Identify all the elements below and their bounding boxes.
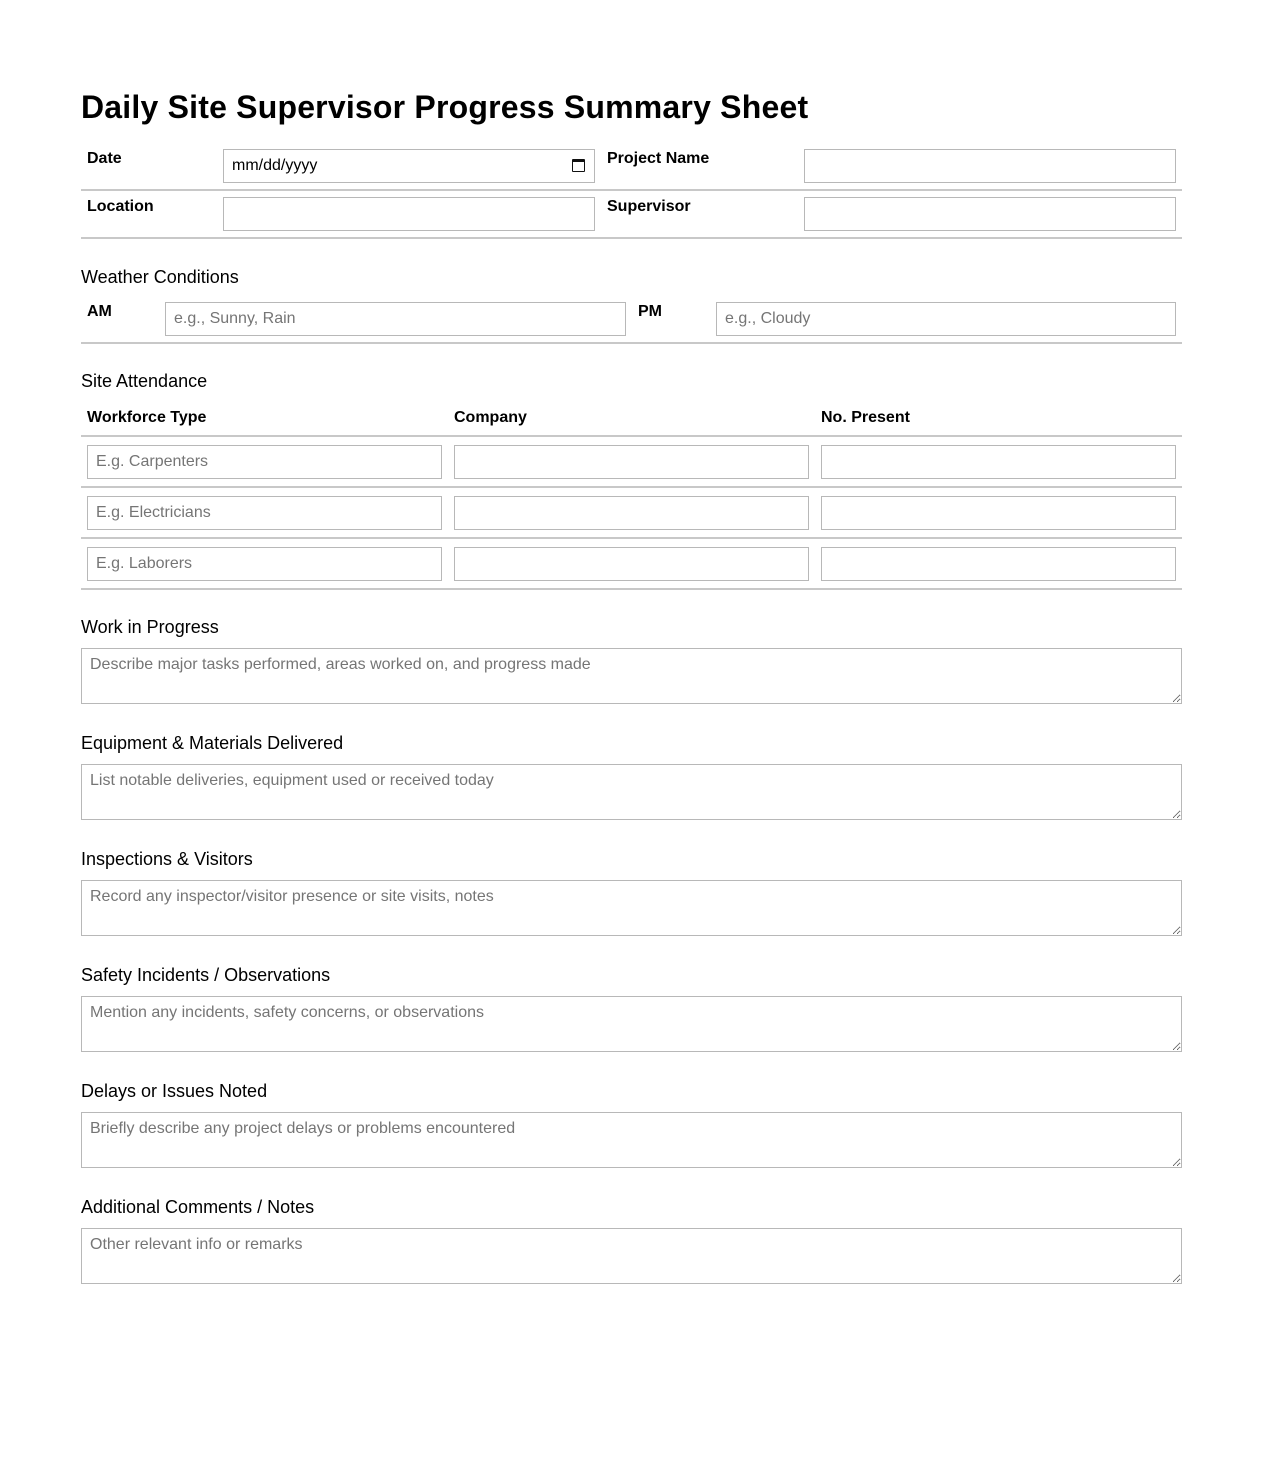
attendance-table: [81, 400, 1182, 590]
attendance-section-title: Site Attendance: [81, 371, 208, 391]
equipment-materials-section: [81, 732, 1182, 820]
date-label: Date: [87, 150, 122, 167]
weather-table: [81, 296, 1182, 344]
company-input[interactable]: [454, 496, 809, 530]
date-input[interactable]: [223, 149, 595, 183]
no-present-input[interactable]: [821, 547, 1176, 581]
project-name-input[interactable]: [804, 149, 1176, 183]
page-title: Daily Site Supervisor Progress Summary Sheet: [81, 89, 809, 125]
info-row-2: [81, 190, 1182, 238]
weather-section-title: Weather Conditions: [81, 267, 239, 287]
additional-comments-title: Additional Comments / Notes: [81, 1197, 315, 1217]
additional-comments-textarea[interactable]: [81, 1228, 1182, 1284]
equipment-materials-title: Equipment & Materials Delivered: [81, 733, 344, 753]
table-row: [81, 436, 1182, 487]
table-row: [81, 538, 1182, 589]
work-in-progress-section: [81, 616, 1182, 704]
supervisor-label: Supervisor: [607, 198, 691, 215]
column-header-workforce-type: Workforce Type: [87, 409, 207, 426]
safety-incidents-section: [81, 964, 1182, 1052]
no-present-input[interactable]: [821, 445, 1176, 479]
info-row-1: [81, 143, 1182, 190]
equipment-materials-textarea[interactable]: [81, 764, 1182, 820]
company-input[interactable]: [454, 445, 809, 479]
pm-label: PM: [638, 303, 662, 320]
safety-incidents-textarea[interactable]: [81, 996, 1182, 1052]
date-field-wrapper: [223, 149, 595, 183]
delays-issues-textarea[interactable]: [81, 1112, 1182, 1168]
attendance-header-row: [81, 400, 1182, 436]
calendar-icon[interactable]: [572, 159, 585, 172]
table-row: [81, 487, 1182, 538]
am-label: AM: [87, 303, 112, 320]
workforce-type-input[interactable]: [87, 445, 442, 479]
pm-weather-input[interactable]: [716, 302, 1176, 336]
no-present-input[interactable]: [821, 496, 1176, 530]
supervisor-input[interactable]: [804, 197, 1176, 231]
work-in-progress-textarea[interactable]: [81, 648, 1182, 704]
company-input[interactable]: [454, 547, 809, 581]
delays-issues-title: Delays or Issues Noted: [81, 1081, 268, 1101]
column-header-no-present: No. Present: [821, 409, 910, 426]
work-in-progress-title: Work in Progress: [81, 617, 219, 637]
info-table: [81, 143, 1182, 239]
additional-comments-section: [81, 1196, 1182, 1284]
column-header-company: Company: [454, 409, 527, 426]
inspections-visitors-section: [81, 848, 1182, 936]
project-name-label: Project Name: [607, 150, 710, 167]
inspections-visitors-textarea[interactable]: [81, 880, 1182, 936]
location-label: Location: [87, 198, 154, 215]
safety-incidents-title: Safety Incidents / Observations: [81, 965, 331, 985]
date-format-text: mm/dd/yyyy: [232, 157, 318, 174]
location-input[interactable]: [223, 197, 595, 231]
inspections-visitors-title: Inspections & Visitors: [81, 849, 253, 869]
am-weather-input[interactable]: [165, 302, 626, 336]
delays-issues-section: [81, 1080, 1182, 1168]
workforce-type-input[interactable]: [87, 547, 442, 581]
workforce-type-input[interactable]: [87, 496, 442, 530]
